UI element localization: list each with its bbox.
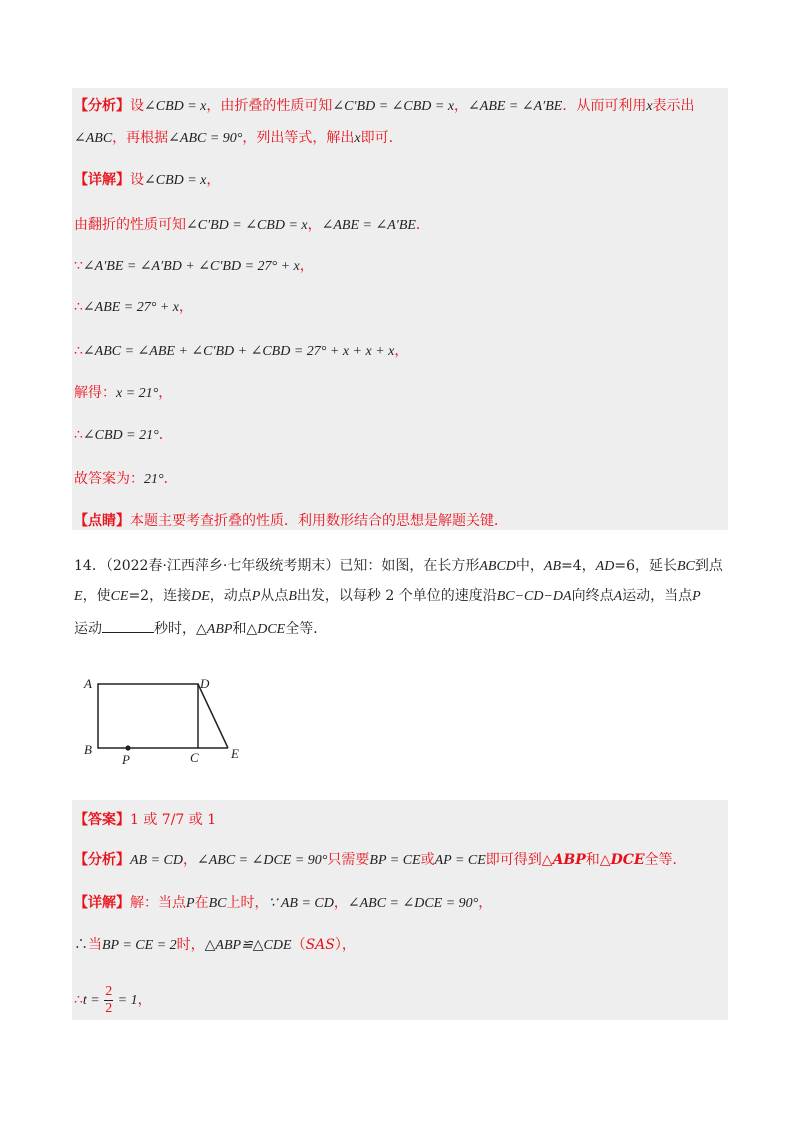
rectangle-abcd [98, 684, 198, 748]
math: BC [208, 896, 227, 911]
detail-line-7 [74, 425, 173, 446]
answer-blank[interactable] [102, 618, 154, 633]
text: 只需要 [327, 852, 370, 868]
text: 全等． [285, 621, 328, 637]
text: （ [291, 937, 306, 953]
detail2-line-2 [74, 935, 356, 956]
math: ∠C′BD = ∠CBD = x [332, 99, 455, 114]
comment-line [74, 511, 508, 531]
text: ， [307, 217, 322, 233]
detail-tag: 【详解】 [74, 895, 130, 911]
math: x [354, 131, 361, 146]
text: 和△ [232, 621, 258, 637]
math: ∠ABE = ∠A′BE [321, 218, 416, 233]
math: AP = CE [434, 853, 486, 868]
text: ， [299, 258, 314, 274]
math: ∠ABC = ∠DCE = 90° [197, 853, 328, 868]
label-p: P [122, 752, 130, 767]
text: 解：当点 [130, 895, 186, 911]
analysis2-line [74, 850, 687, 871]
label-a: A [84, 676, 92, 691]
math: ∠ABC = ∠ABE + ∠C′BD + ∠CBD = 27° + x + x + x [82, 344, 395, 359]
math: ∠A′BE = ∠A′BD + ∠C′BD = 27° + x [82, 259, 300, 274]
text: ， [394, 343, 409, 359]
text: 或 [420, 852, 435, 868]
text: 在 [194, 895, 209, 911]
therefore-symbol: ∴ [74, 937, 88, 953]
detail-line-1 [74, 170, 220, 191]
answer-line [74, 810, 216, 830]
point-p [125, 745, 130, 750]
text: 到点 [694, 558, 723, 574]
text: ， [158, 385, 173, 401]
detail-line-6 [74, 383, 172, 404]
math: ∠ABC = 90° [168, 131, 243, 146]
question-line-3 [74, 618, 327, 640]
math: x = 21° [116, 386, 159, 401]
text: =4， [561, 558, 596, 574]
math: A [613, 589, 623, 604]
text: ． [163, 471, 178, 487]
math: ∠CBD = 21° [82, 428, 159, 443]
therefore-symbol: ∴ [74, 427, 83, 443]
detail-line-5 [74, 341, 408, 362]
text: ）， [334, 937, 356, 953]
denominator: 2 [105, 1000, 113, 1016]
math: BC [676, 559, 695, 574]
math: ∠ABE = ∠A′BE [468, 99, 563, 114]
text: ，再根据 [112, 130, 169, 146]
math: DCE [257, 622, 286, 637]
question-number: 14． [74, 558, 106, 574]
text: ， [137, 992, 152, 1008]
label-c: C [190, 750, 199, 765]
therefore-symbol: ∴ [74, 992, 83, 1008]
text: ， [333, 895, 348, 911]
math: AB = CD [130, 853, 183, 868]
text: 上时， [226, 895, 269, 911]
text: =2，连接 [128, 588, 192, 604]
label-e: E [231, 746, 239, 761]
text: 出发，以每秒 2 个单位的速度沿 [296, 588, 497, 604]
fraction [104, 984, 113, 1017]
text: 当 [88, 937, 102, 953]
text: ，列出等式，解出 [242, 130, 355, 146]
text: ，使 [82, 588, 111, 604]
analysis-line-1 [74, 96, 695, 117]
text: ， [183, 852, 197, 868]
math: t = [82, 993, 100, 1008]
text: 和△ [585, 852, 611, 868]
analysis-tag: 【分析】 [74, 852, 130, 868]
detail-line-3 [74, 256, 314, 277]
segment-de [198, 684, 228, 748]
math: E [74, 589, 83, 604]
text: DCE [610, 852, 645, 868]
math: ∠ABE = 27° + x [82, 300, 180, 315]
text: 由翻折的性质可知 [74, 217, 186, 233]
text: 运动，当点 [622, 588, 693, 604]
numerator: 2 [105, 983, 113, 999]
text: ． [158, 427, 173, 443]
math: CE [110, 589, 129, 604]
text: 本题主要考查折叠的性质．利用数形结合的思想是解题关键． [130, 513, 508, 529]
comment-tag: 【点睛】 [74, 513, 130, 529]
math: BP = CE [369, 853, 421, 868]
text: ，由折叠的性质可知 [206, 98, 333, 114]
text: 设 [130, 98, 144, 114]
answer-text: 1 或 7/7 或 1 [130, 812, 217, 828]
text: ABP [552, 852, 586, 868]
text: 故答案为： [74, 471, 144, 487]
question-line-2 [74, 586, 701, 607]
math: x [646, 99, 653, 114]
rectangle-figure [80, 668, 250, 768]
text: 中， [515, 558, 544, 574]
math: P [692, 589, 701, 604]
label-d: D [200, 676, 210, 691]
text: 时， [176, 937, 205, 953]
math: △ABP≌△CDE [204, 938, 292, 953]
math: = 1 [117, 993, 138, 1008]
math: SAS [305, 937, 335, 953]
text: （2022春·江西萍乡·七年级统考期末）已知：如图，在长方形 [105, 558, 480, 574]
detail2-line-1 [74, 893, 492, 914]
text: 全等． [644, 852, 687, 868]
text: ．从而可利用 [562, 98, 647, 114]
text: ， [478, 895, 493, 911]
math: ∠ABC = ∠DCE = 90° [347, 896, 479, 911]
math: B [288, 589, 297, 604]
math: ABCD [479, 559, 516, 574]
therefore-symbol: ∴ [74, 299, 83, 315]
math: ∠CBD = x [144, 99, 207, 114]
math: BP = CE = 2 [102, 938, 177, 953]
answer-tag: 【答案】 [74, 812, 130, 828]
detail2-line-3 [74, 982, 152, 1019]
text: ， [179, 299, 194, 315]
detail-tag: 【详解】 [74, 172, 130, 188]
text: 从点 [260, 588, 289, 604]
text: 秒时，△ [154, 621, 207, 637]
text: =6，延长 [614, 558, 677, 574]
text: ，动点 [209, 588, 252, 604]
math: AB [543, 559, 562, 574]
analysis-line-2 [74, 128, 403, 149]
math: ∠C′BD = ∠CBD = x [186, 218, 308, 233]
label-b: B [84, 742, 92, 757]
math: ∠ABC [74, 131, 113, 146]
text: ． [415, 217, 430, 233]
detail-line-4 [74, 297, 193, 318]
math: ∵ AB = CD [268, 896, 334, 911]
text: ， [206, 172, 221, 188]
math: ∠CBD = x [144, 173, 207, 188]
text: 即可． [360, 130, 403, 146]
text: 向终点 [571, 588, 614, 604]
text: 即可得到△ [485, 852, 553, 868]
text: 解得： [74, 385, 116, 401]
math: DE [191, 589, 210, 604]
math: ABP [206, 622, 233, 637]
detail-line-8 [74, 469, 178, 490]
because-symbol: ∵ [74, 258, 83, 274]
analysis-tag: 【分析】 [74, 98, 130, 114]
math: 21° [144, 472, 164, 487]
question-line-1 [74, 556, 723, 577]
math: P [251, 589, 261, 604]
text: ， [454, 98, 469, 114]
therefore-symbol: ∴ [74, 343, 83, 359]
math: AD [595, 559, 615, 574]
text: 运动 [74, 621, 102, 637]
math: BC−CD−DA [496, 589, 572, 604]
text: 设 [130, 172, 144, 188]
math: P [186, 896, 195, 911]
detail-line-2 [74, 215, 430, 236]
text: 表示出 [652, 98, 695, 114]
